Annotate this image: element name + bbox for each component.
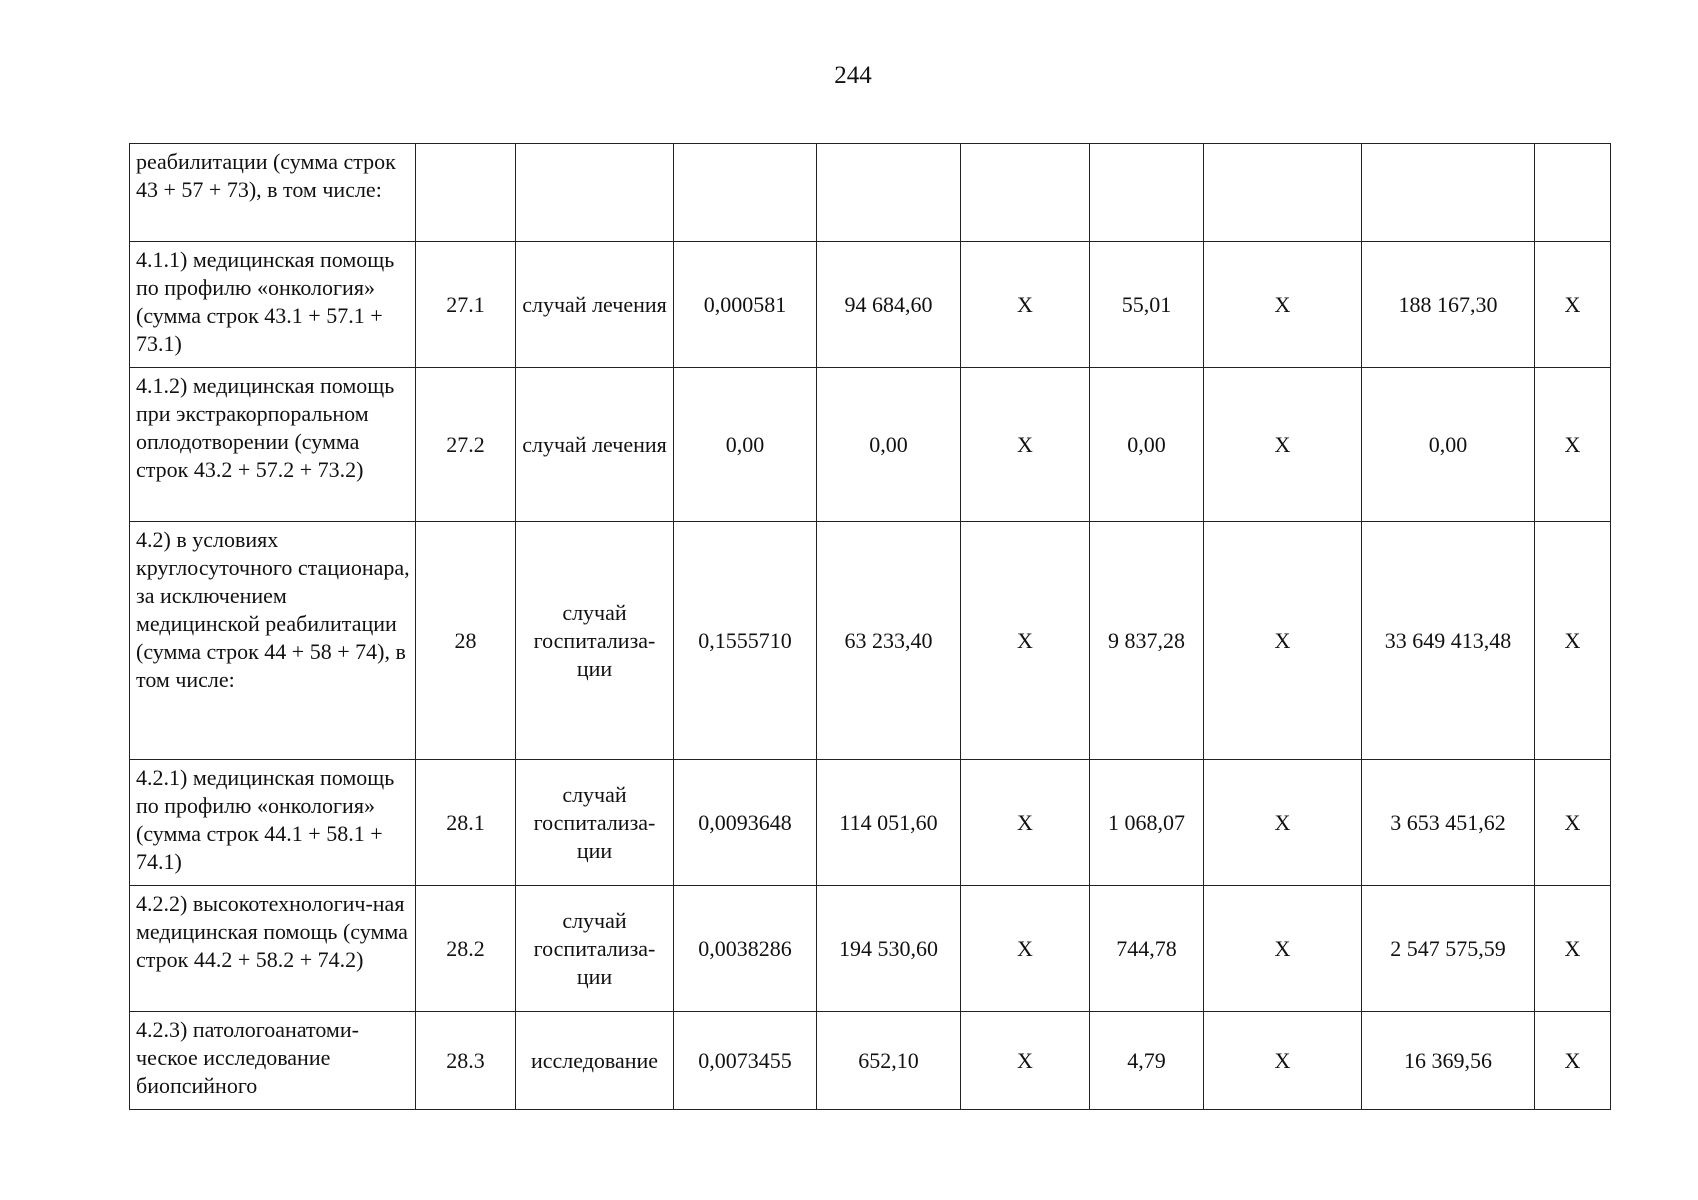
table-row <box>130 760 1611 886</box>
row-name-cell: 4.1.2) медицинская помощь при экстракорпоральном оплодотворении (сумма строк 43.2 + 57.2 + 73.2) <box>130 368 416 522</box>
col10-cell: X <box>1535 368 1611 522</box>
col7-cell: 0,00 <box>1090 368 1204 522</box>
col10-cell: X <box>1535 886 1611 1012</box>
unit-cell: случай госпитализа-ции <box>516 886 674 1012</box>
cost-cell: 652,10 <box>817 1012 961 1110</box>
row-name-cell: 4.2.2) высокотехнологич-ная медицинская помощь (сумма строк 44.2 + 58.2 + 74.2) <box>130 886 416 1012</box>
norm-cell: 0,1555710 <box>674 522 817 760</box>
norm-cell: 0,00 <box>674 368 817 522</box>
funding-table <box>129 143 1611 1110</box>
table-row <box>130 242 1611 368</box>
col9-cell: 188 167,30 <box>1362 242 1535 368</box>
col6-cell: X <box>961 1012 1090 1110</box>
line-number-cell: 27.1 <box>416 242 516 368</box>
line-number-cell: 28.1 <box>416 760 516 886</box>
col7-cell <box>1090 144 1204 242</box>
norm-cell: 0,000581 <box>674 242 817 368</box>
norm-cell: 0,0093648 <box>674 760 817 886</box>
cost-cell: 194 530,60 <box>817 886 961 1012</box>
col8-cell: X <box>1204 242 1362 368</box>
cost-cell: 0,00 <box>817 368 961 522</box>
col7-cell: 744,78 <box>1090 886 1204 1012</box>
col6-cell: X <box>961 242 1090 368</box>
row-name-cell: 4.2.3) патологоанатоми-ческое исследование биопсийного <box>130 1012 416 1110</box>
col8-cell: X <box>1204 368 1362 522</box>
col9-cell <box>1362 144 1535 242</box>
line-number-cell: 28.3 <box>416 1012 516 1110</box>
unit-cell <box>516 144 674 242</box>
col9-cell: 33 649 413,48 <box>1362 522 1535 760</box>
col6-cell: X <box>961 886 1090 1012</box>
col10-cell: X <box>1535 522 1611 760</box>
col7-cell: 4,79 <box>1090 1012 1204 1110</box>
page-number: 244 <box>834 62 872 89</box>
row-name-cell: реабилитации (сумма строк 43 + 57 + 73), в том числе: <box>130 144 416 242</box>
col7-cell: 9 837,28 <box>1090 522 1204 760</box>
col10-cell: X <box>1535 242 1611 368</box>
norm-cell: 0,0073455 <box>674 1012 817 1110</box>
col8-cell: X <box>1204 760 1362 886</box>
line-number-cell: 27.2 <box>416 368 516 522</box>
col8-cell: X <box>1204 886 1362 1012</box>
cost-cell: 63 233,40 <box>817 522 961 760</box>
col8-cell: X <box>1204 1012 1362 1110</box>
line-number-cell: 28 <box>416 522 516 760</box>
line-number-cell <box>416 144 516 242</box>
row-name-cell: 4.1.1) медицинская помощь по профилю «онкология» (сумма строк 43.1 + 57.1 + 73.1) <box>130 242 416 368</box>
col6-cell: X <box>961 368 1090 522</box>
norm-cell <box>674 144 817 242</box>
col10-cell: X <box>1535 760 1611 886</box>
col8-cell <box>1204 144 1362 242</box>
table-row <box>130 1012 1611 1110</box>
line-number-cell: 28.2 <box>416 886 516 1012</box>
table-row <box>130 522 1611 760</box>
col8-cell: X <box>1204 522 1362 760</box>
col9-cell: 16 369,56 <box>1362 1012 1535 1110</box>
table-row <box>130 368 1611 522</box>
col9-cell: 3 653 451,62 <box>1362 760 1535 886</box>
norm-cell: 0,0038286 <box>674 886 817 1012</box>
col10-cell: X <box>1535 1012 1611 1110</box>
col9-cell: 2 547 575,59 <box>1362 886 1535 1012</box>
cost-cell: 114 051,60 <box>817 760 961 886</box>
row-name-cell: 4.2) в условиях круглосуточного стационара, за исключением медицинской реабилитации (сумма строк 44 + 58 + 74), в том числе: <box>130 522 416 760</box>
table-row <box>130 886 1611 1012</box>
cost-cell: 94 684,60 <box>817 242 961 368</box>
col6-cell: X <box>961 522 1090 760</box>
unit-cell: случай лечения <box>516 242 674 368</box>
unit-cell: случай лечения <box>516 368 674 522</box>
row-name-cell: 4.2.1) медицинская помощь по профилю «онкология» (сумма строк 44.1 + 58.1 + 74.1) <box>130 760 416 886</box>
unit-cell: исследование <box>516 1012 674 1110</box>
table-row <box>130 144 1611 242</box>
unit-cell: случай госпитализа-ции <box>516 760 674 886</box>
col10-cell <box>1535 144 1611 242</box>
cost-cell <box>817 144 961 242</box>
col6-cell <box>961 144 1090 242</box>
col7-cell: 1 068,07 <box>1090 760 1204 886</box>
col6-cell: X <box>961 760 1090 886</box>
col7-cell: 55,01 <box>1090 242 1204 368</box>
unit-cell: случай госпитализа-ции <box>516 522 674 760</box>
col9-cell: 0,00 <box>1362 368 1535 522</box>
